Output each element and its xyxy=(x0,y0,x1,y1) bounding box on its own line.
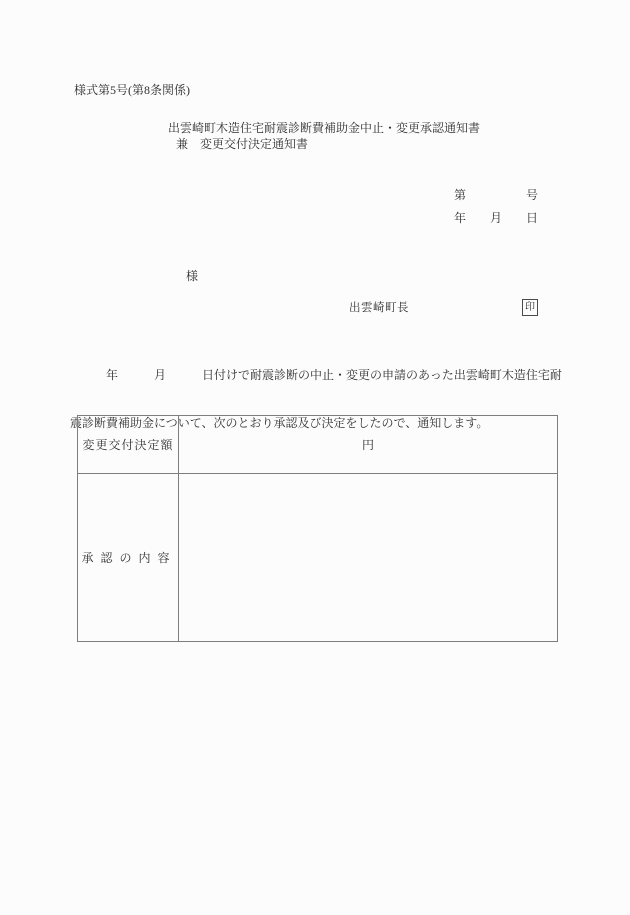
document-number-row xyxy=(454,188,538,202)
table-row-amount xyxy=(78,416,558,474)
doc-number-suffix: 号 xyxy=(525,188,538,202)
body-line-2: 震診断費補助金について、次のとおり承認及び決定をしたので、通知します。 xyxy=(70,416,489,430)
document-title-line1: 出雲崎町木造住宅耐震診断費補助金中止・変更承認通知書 xyxy=(168,121,481,135)
date-day-label: 日 xyxy=(525,211,538,225)
addressee-honorific: 様 xyxy=(186,269,199,283)
issuer-title: 出雲崎町長 xyxy=(349,302,409,314)
doc-number-prefix: 第 xyxy=(454,188,467,202)
approval-content-cell xyxy=(179,474,558,642)
table-row-approval xyxy=(78,474,558,642)
body-line-1: 年 月 日付けで耐震診断の中止・変更の申請のあった出雲崎町木造住宅耐 xyxy=(70,368,562,382)
seal-character: 印 xyxy=(525,301,535,313)
date-month-label: 月 xyxy=(489,211,502,225)
approval-label-cell: 承認の内容 xyxy=(78,474,179,642)
amount-label-cell: 変更交付決定額 xyxy=(78,416,179,474)
seal-mark xyxy=(522,299,538,316)
form-number-label: 様式第5号(第8条関係) xyxy=(74,83,190,97)
decision-table xyxy=(77,415,558,642)
date-row xyxy=(454,211,538,225)
date-year-label: 年 xyxy=(454,211,467,225)
document-title-line2: 兼 変更交付決定通知書 xyxy=(176,137,309,151)
amount-value-cell: 円 xyxy=(179,416,558,474)
